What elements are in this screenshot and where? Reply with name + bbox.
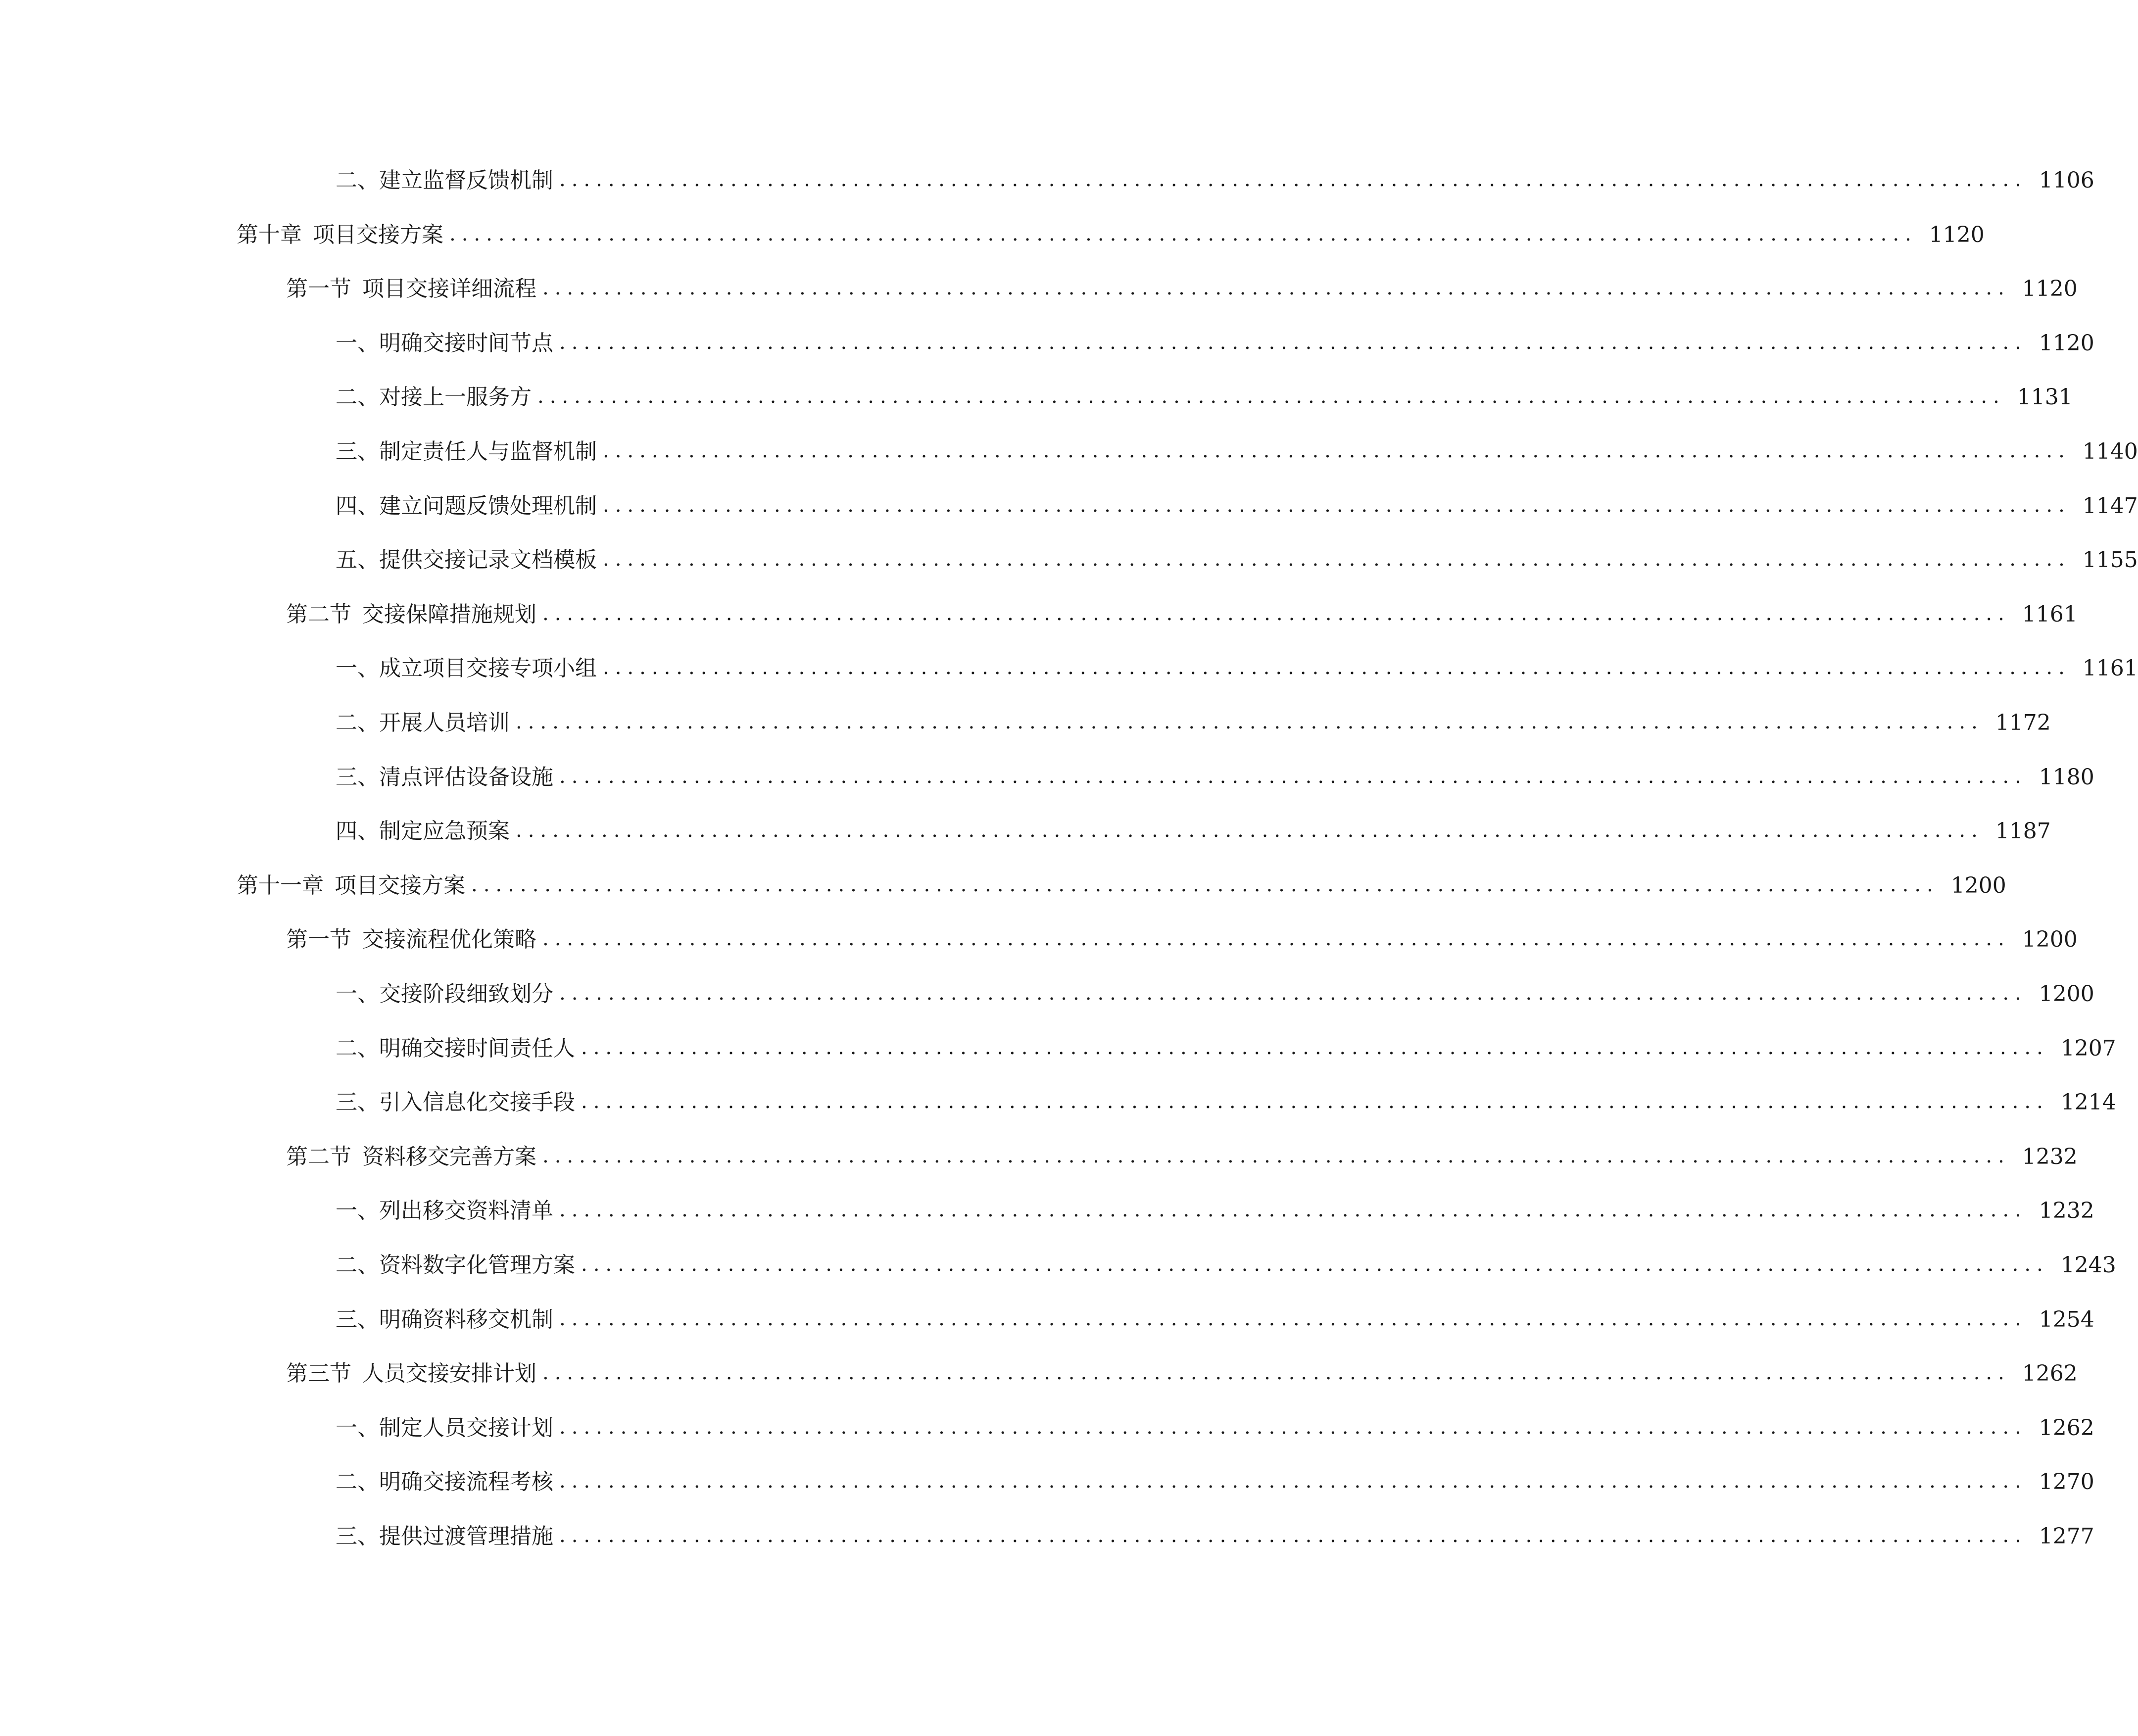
- toc-entry-number: 二、: [336, 1253, 379, 1278]
- toc-entry-page-number: 1131: [2017, 385, 2073, 410]
- toc-entry-item[interactable]: [0, 803, 2051, 844]
- toc-dot-leader: ........................................................................................................................: [581, 1090, 2049, 1113]
- toc-entry-section[interactable]: [0, 260, 2078, 301]
- toc-entry-page-number: 1207: [2060, 1036, 2116, 1061]
- toc-dot-leader: ........................................................................................................................: [559, 982, 2027, 1005]
- toc-entry-page-number: 1120: [2039, 331, 2094, 356]
- toc-dot-leader: ........................................................................................................................: [603, 656, 2071, 679]
- toc-entry-title: 建立问题反馈处理机制: [379, 493, 597, 519]
- toc-entry-number: 三、: [336, 1307, 379, 1332]
- toc-entry-page-number: 1161: [2022, 602, 2078, 627]
- toc-dot-leader: ........................................................................................................................: [542, 602, 2010, 625]
- toc-entry-page-number: 1243: [2060, 1253, 2116, 1278]
- toc-entry-number: 第十一章: [237, 873, 324, 898]
- toc-entry-title: 提供交接记录文档模板: [379, 547, 597, 573]
- toc-entry-item[interactable]: [0, 315, 2094, 356]
- toc-dot-leader: ........................................................................................................................: [516, 711, 1984, 733]
- toc-entry-chapter[interactable]: [0, 206, 1985, 247]
- toc-dot-leader: ........................................................................................................................: [559, 1524, 2027, 1547]
- toc-entry-title: 提供过渡管理措施: [379, 1524, 553, 1549]
- toc-dot-leader: ........................................................................................................................: [603, 439, 2071, 462]
- toc-entry-title: 对接上一服务方: [379, 385, 532, 410]
- toc-entry-item[interactable]: [0, 694, 2051, 735]
- toc-entry-chapter[interactable]: [0, 857, 2006, 898]
- toc-dot-leader: ........................................................................................................................: [542, 927, 2010, 950]
- toc-entry-title: 明确交接流程考核: [379, 1469, 553, 1495]
- toc-entry-title: 明确交接时间责任人: [379, 1036, 575, 1061]
- toc-entry-number: 四、: [336, 493, 379, 519]
- toc-dot-leader: ........................................................................................................................: [559, 765, 2027, 788]
- toc-entry-title: 交接流程优化策略: [362, 927, 536, 952]
- toc-entry-page-number: 1140: [2082, 439, 2138, 464]
- toc-entry-section[interactable]: [0, 1345, 2078, 1386]
- toc-entry-number: 一、: [336, 1415, 379, 1441]
- toc-entry-title: 资料数字化管理方案: [379, 1253, 575, 1278]
- toc-dot-leader: ........................................................................................................................: [449, 223, 1917, 245]
- toc-entry-item[interactable]: [0, 1453, 2094, 1495]
- toc-entry-page-number: 1232: [2039, 1198, 2094, 1223]
- toc-entry-item[interactable]: [0, 749, 2094, 790]
- toc-entry-page-number: 1200: [2022, 927, 2078, 952]
- toc-dot-leader: ........................................................................................................................: [603, 494, 2071, 517]
- toc-dot-leader: ........................................................................................................................: [581, 1253, 2049, 1276]
- toc-entry-page-number: 1120: [1929, 222, 1985, 247]
- toc-entry-page-number: 1187: [1995, 819, 2051, 844]
- toc-entry-title: 交接保障措施规划: [362, 602, 536, 627]
- toc-entry-title: 项目交接方案: [335, 873, 465, 898]
- toc-entry-number: 三、: [336, 439, 379, 464]
- toc-dot-leader: ........................................................................................................................: [559, 331, 2027, 354]
- toc-entry-title: 清点评估设备设施: [379, 765, 553, 790]
- toc-entry-item[interactable]: [0, 1074, 2116, 1115]
- toc-entry-item[interactable]: [0, 1237, 2116, 1278]
- toc-entry-item[interactable]: [0, 640, 2138, 681]
- toc-dot-leader: ........................................................................................................................: [471, 873, 1939, 896]
- toc-entry-item[interactable]: [0, 423, 2138, 464]
- toc-dot-leader: ........................................................................................................................: [559, 168, 2027, 191]
- toc-entry-number: 第三节: [286, 1361, 351, 1386]
- toc-dot-leader: ........................................................................................................................: [559, 1199, 2027, 1221]
- toc-entry-number: 二、: [336, 710, 379, 735]
- toc-entry-number: 一、: [336, 981, 379, 1007]
- toc-entry-number: 第十章: [237, 222, 302, 247]
- toc-entry-item[interactable]: [0, 152, 2094, 193]
- toc-entry-number: 二、: [336, 385, 379, 410]
- toc-entry-page-number: 1277: [2039, 1524, 2094, 1549]
- toc-entry-item[interactable]: [0, 369, 2073, 410]
- toc-entry-page-number: 1120: [2022, 276, 2078, 301]
- toc-entry-number: 三、: [336, 765, 379, 790]
- toc-entry-item[interactable]: [0, 1291, 2094, 1332]
- toc-dot-leader: ........................................................................................................................: [516, 819, 1984, 842]
- toc-entry-number: 二、: [336, 1469, 379, 1495]
- toc-dot-leader: ........................................................................................................................: [559, 1416, 2027, 1439]
- toc-entry-item[interactable]: [0, 1020, 2116, 1061]
- toc-entry-page-number: 1270: [2039, 1469, 2094, 1495]
- toc-entry-number: 四、: [336, 819, 379, 844]
- toc-entry-item[interactable]: [0, 1182, 2094, 1223]
- toc-entry-section[interactable]: [0, 1128, 2078, 1169]
- toc-entry-title: 制定应急预案: [379, 819, 510, 844]
- toc-entry-page-number: 1200: [1950, 873, 2006, 898]
- toc-entry-page-number: 1254: [2039, 1307, 2094, 1332]
- toc-entry-item[interactable]: [0, 965, 2094, 1007]
- toc-entry-page-number: 1200: [2039, 981, 2094, 1007]
- toc-entry-number: 一、: [336, 656, 379, 681]
- toc-entry-title: 制定责任人与监督机制: [379, 439, 597, 464]
- toc-entry-title: 明确交接时间节点: [379, 331, 553, 356]
- toc-entry-number: 第二节: [286, 602, 351, 627]
- toc-entry-page-number: 1161: [2082, 656, 2138, 681]
- toc-entry-page-number: 1180: [2039, 765, 2094, 790]
- toc-entry-title: 资料移交完善方案: [362, 1144, 536, 1169]
- toc-entry-page-number: 1262: [2039, 1415, 2094, 1441]
- toc-entry-item[interactable]: [0, 1508, 2094, 1549]
- toc-entry-page-number: 1147: [2082, 493, 2138, 519]
- toc-dot-leader: ........................................................................................................................: [537, 385, 2005, 408]
- toc-entry-item[interactable]: [0, 531, 2138, 573]
- toc-dot-leader: ........................................................................................................................: [542, 1361, 2010, 1384]
- toc-entry-number: 第二节: [286, 1144, 351, 1169]
- toc-entry-title: 成立项目交接专项小组: [379, 656, 597, 681]
- toc-entry-number: 三、: [336, 1524, 379, 1549]
- toc-entry-title: 人员交接安排计划: [362, 1361, 536, 1386]
- toc-entry-number: 二、: [336, 1036, 379, 1061]
- toc-dot-leader: ........................................................................................................................: [603, 548, 2071, 571]
- toc-entry-number: 三、: [336, 1090, 379, 1115]
- toc-dot-leader: ........................................................................................................................: [542, 1145, 2010, 1167]
- toc-entry-title: 项目交接方案: [313, 222, 443, 247]
- toc-entry-title: 引入信息化交接手段: [379, 1090, 575, 1115]
- toc-entry-page-number: 1172: [1995, 710, 2051, 735]
- toc-entry-number: 第一节: [286, 927, 351, 952]
- toc-dot-leader: ........................................................................................................................: [559, 1470, 2027, 1493]
- toc-entry-item[interactable]: [0, 1399, 2094, 1441]
- toc-entry-page-number: 1155: [2082, 547, 2138, 573]
- toc-entry-page-number: 1106: [2039, 168, 2094, 193]
- toc-dot-leader: ........................................................................................................................: [581, 1036, 2049, 1059]
- toc-entry-number: 一、: [336, 331, 379, 356]
- toc-entry-number: 二、: [336, 168, 379, 193]
- toc-entry-title: 项目交接详细流程: [362, 276, 536, 301]
- toc-entry-title: 列出移交资料清单: [379, 1198, 553, 1223]
- toc-entry-page-number: 1214: [2060, 1090, 2116, 1115]
- toc-entry-number: 五、: [336, 547, 379, 573]
- toc-entry-page-number: 1262: [2022, 1361, 2078, 1386]
- toc-entry-title: 明确资料移交机制: [379, 1307, 553, 1332]
- toc-entry-title: 开展人员培训: [379, 710, 510, 735]
- toc-entry-page-number: 1232: [2022, 1144, 2078, 1169]
- toc-entry-title: 交接阶段细致划分: [379, 981, 553, 1007]
- toc-entry-number: 第一节: [286, 276, 351, 301]
- toc-entry-section[interactable]: [0, 911, 2078, 952]
- toc-dot-leader: ........................................................................................................................: [542, 277, 2010, 299]
- toc-entry-section[interactable]: [0, 586, 2078, 627]
- toc-entry-item[interactable]: [0, 478, 2138, 519]
- toc-entry-number: 一、: [336, 1198, 379, 1223]
- toc-dot-leader: ........................................................................................................................: [559, 1307, 2027, 1330]
- toc-entry-title: 制定人员交接计划: [379, 1415, 553, 1441]
- toc-entry-title: 建立监督反馈机制: [379, 168, 553, 193]
